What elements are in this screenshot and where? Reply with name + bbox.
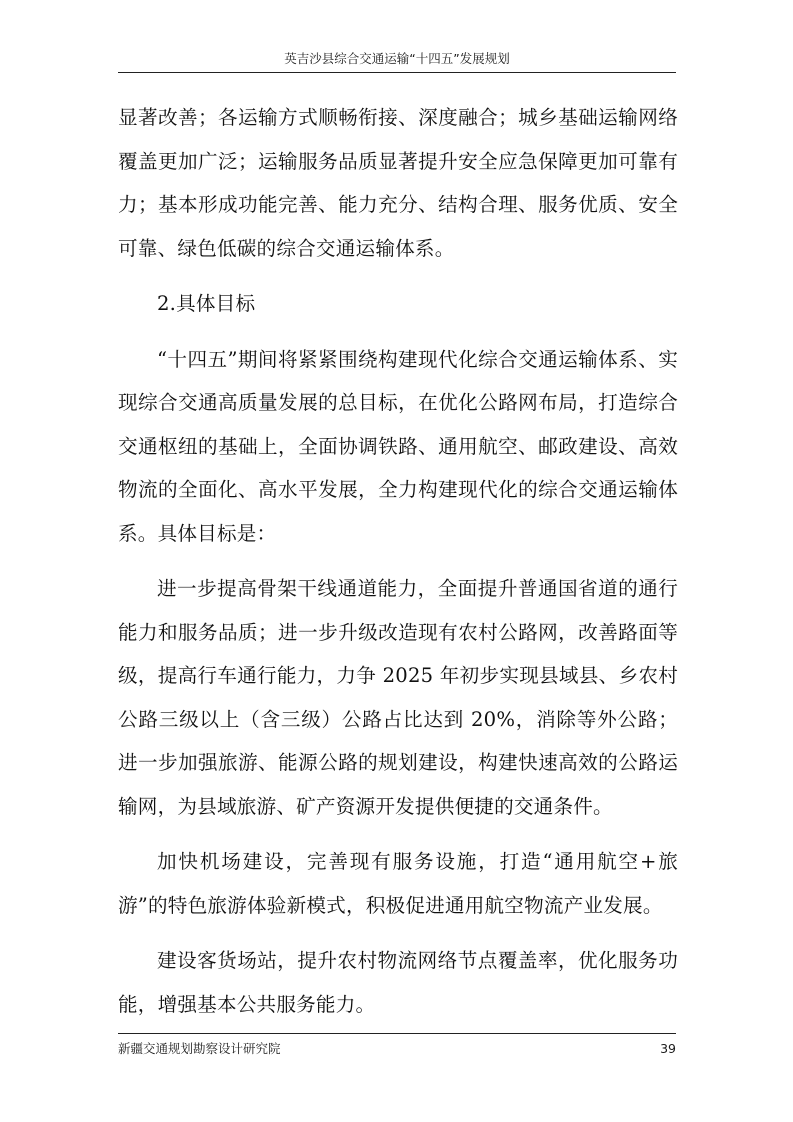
- paragraph-continuation: 显著改善；各运输方式顺畅衔接、深度融合；城乡基础运输网络覆盖更加广泛；运输服务品质显著提升安全应急保障更加可靠有力；基本形成功能完善、能力充分、结构合理、服务优质、安全可靠、绿色低碳的综合交通运输体系。: [118, 106, 678, 260]
- page-number: 39: [660, 1041, 676, 1056]
- paragraph-overall-goal: “十四五”期间将紧紧围绕构建现代化综合交通运输体系、实现综合交通高质量发展的总目标，在优化公路网布局，打造综合交通枢纽的基础上，全面协调铁路、通用航空、邮政建设、高效物流的全面化、高水平发展，全力构建现代化的综合交通运输体系。具体目标是：: [118, 347, 678, 545]
- section-heading: 2.具体目标: [157, 292, 256, 315]
- page-body: [118, 96, 678, 1026]
- footer-organization: 新疆交通规划勘察设计研究院: [118, 1041, 281, 1056]
- paragraph-highway-goal: 进一步提高骨架干线通道能力，全面提升普通国省道的通行能力和服务品质；进一步升级改造现有农村公路网，改善路面等级，提高行车通行能力，力争 2025 年初步实现县域县、乡农村公路三级以上（含三级）公路占比达到 20%，消除等外公路；进一步加强旅游、能源公路的规划建设，构建快速高效的公路运输网，为县域旅游、矿产资源开发提供便捷的交通条件。: [118, 577, 678, 818]
- page-header: [118, 50, 676, 73]
- paragraph-aviation-goal: 加快机场建设，完善现有服务设施，打造“通用航空+旅游”的特色旅游体验新模式，积极促进通用航空物流产业发展。: [118, 850, 678, 917]
- paragraph-station-goal: 建设客货场站，提升农村物流网络节点覆盖率，优化服务功能，增强基本公共服务能力。: [118, 949, 678, 1016]
- document-title: 英吉沙县综合交通运输“十四五”发展规划: [284, 51, 510, 66]
- page-footer: [118, 1033, 676, 1058]
